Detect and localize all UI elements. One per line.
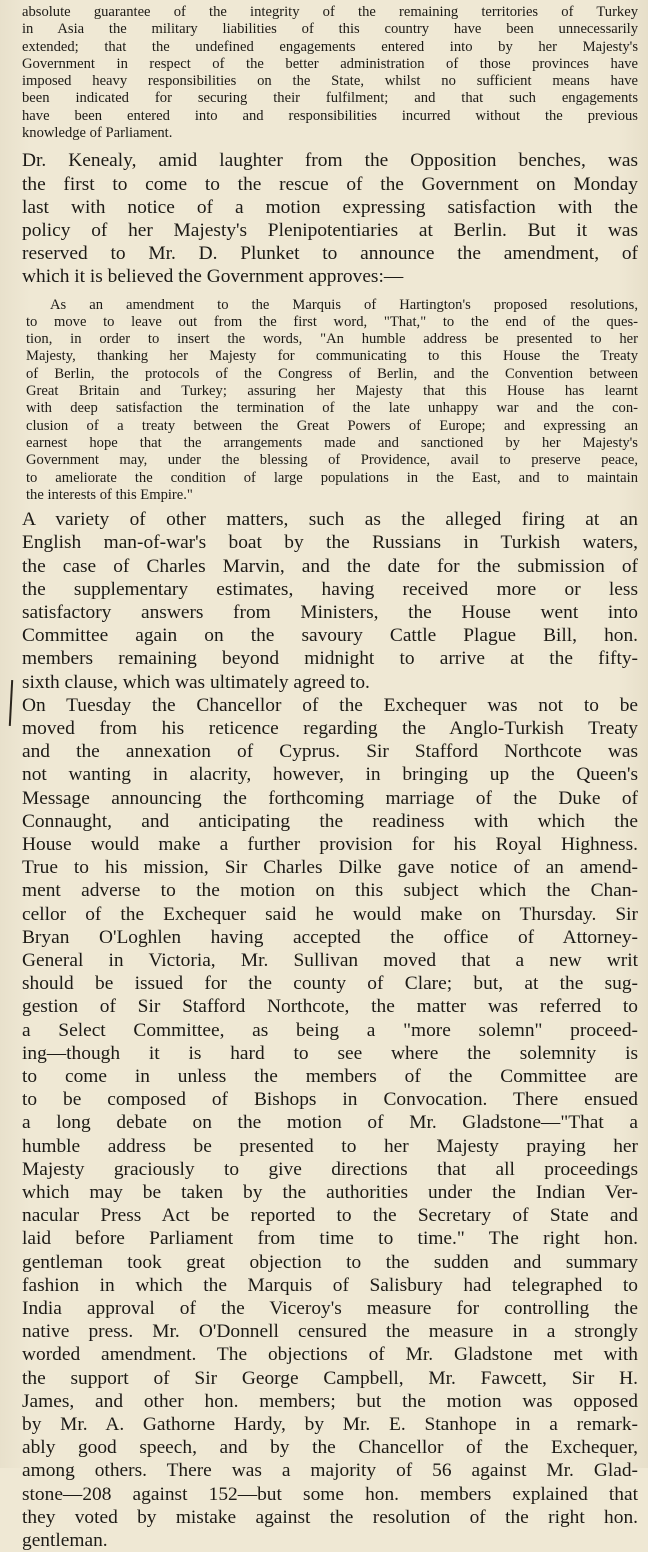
text-line: have been entered into and responsibilities incurred without the previous xyxy=(22,107,638,124)
text-line: the support of Sir George Campbell, Mr. Fawcett, Sir H. xyxy=(22,1367,638,1389)
text-line: to be composed of Bishops in Convocation. There ensued xyxy=(22,1089,638,1111)
text-line: reserved to Mr. D. Plunket to announce the amendment, of xyxy=(22,243,638,265)
text-line: As an amendment to the Marquis of Hartington's proposed resolutions, xyxy=(50,296,638,313)
article-column xyxy=(22,4,638,1552)
text-line: ing—though it is hard to see where the solemnity is xyxy=(22,1042,638,1064)
text-line: last with notice of a motion expressing satisfaction with the xyxy=(22,196,638,218)
amendment-quote xyxy=(22,297,638,505)
text-line: laid before Parliament from time to time." The right hon. xyxy=(22,1228,638,1250)
text-line: in Asia the military liabilities of this country have been unnecessarily xyxy=(22,21,638,38)
text-line: stone—208 against 152—but some hon. members explained that xyxy=(22,1483,638,1505)
text-line: Government in respect of the better administration of those provinces have xyxy=(22,55,638,72)
kenealy-paragraph xyxy=(22,149,638,288)
text-line: and the annexation of Cyprus. Sir Stafford Northcote was xyxy=(22,741,638,763)
margin-pencil-mark xyxy=(9,680,13,726)
text-line: Dr. Kenealy, amid laughter from the Opposition benches, was xyxy=(22,150,638,172)
text-line: which may be taken by the authorities under the Indian Ver- xyxy=(22,1182,638,1204)
text-line: House would make a further provision for his Royal Highness. xyxy=(22,834,638,855)
text-line: the supplementary estimates, having received more or less xyxy=(22,578,638,600)
text-line: the case of Charles Marvin, and the date for the submission of xyxy=(22,555,638,577)
text-line: the first to come to the rescue of the Government on Monday xyxy=(22,173,638,195)
text-line: Government may, under the blessing of Providence, avail to preserve peace, xyxy=(26,452,638,469)
text-line: extended; that the undefined engagements entered into by her Majesty's xyxy=(22,38,638,55)
text-line: Message announcing the forthcoming marriage of the Duke of xyxy=(22,787,638,809)
variety-paragraph xyxy=(22,508,638,694)
text-line: ment adverse to the motion on this subject which the Chan- xyxy=(22,880,638,902)
tuesday-paragraph xyxy=(22,694,638,1552)
text-line: cellor of the Exchequer said he would make on Thursday. Sir xyxy=(22,903,638,925)
text-line: been indicated for securing their fulfilment; and that such engagements xyxy=(22,90,638,107)
text-line: General in Victoria, Mr. Sullivan moved that a new writ xyxy=(22,950,638,972)
text-line: English man-of-war's boat by the Russians in Turkish waters, xyxy=(22,532,638,554)
text-line: worded amendment. The objections of Mr. Gladstone met with xyxy=(22,1344,638,1366)
text-line: Bryan O'Loghlen having accepted the office of Attorney- xyxy=(22,926,638,948)
text-line: not wanting in alacrity, however, in bringing up the Queen's xyxy=(22,764,638,786)
text-line: to come in unless the members of the Committee are xyxy=(22,1066,638,1088)
text-line: earnest hope that the arrangements made and sanctioned by her Majesty's xyxy=(26,434,638,451)
text-line: tion, in order to insert the words, "An humble address be presented to her xyxy=(26,331,638,348)
text-line: they voted by mistake against the resolution of the right hon. xyxy=(22,1506,638,1528)
text-line: among others. There was a majority of 56 against Mr. Glad- xyxy=(22,1460,638,1482)
text-line: absolute guarantee of the integrity of the remaining territories of Turkey xyxy=(22,4,638,20)
text-line: Connaught, and anticipating the readiness with which the xyxy=(22,810,638,832)
text-line: native press. Mr. O'Donnell censured the measure in a strongly xyxy=(22,1321,638,1343)
text-line: of Berlin, the protocols of the Congress of Berlin, and the Convention between xyxy=(26,365,638,382)
text-line: James, and other hon. members; but the motion was opposed xyxy=(22,1390,638,1412)
text-line: the interests of this Empire." xyxy=(26,486,193,503)
text-line: ably good speech, and by the Chancellor of the Exchequer, xyxy=(22,1437,638,1459)
text-line: fashion in which the Marquis of Salisbury had telegraphed to xyxy=(22,1274,638,1296)
text-line: with deep satisfaction the termination of the late unhappy war and the con- xyxy=(26,400,638,417)
text-line: True to his mission, Sir Charles Dilke gave notice of an amend- xyxy=(22,857,638,879)
text-line: clusion of a treaty between the Great Powers of Europe; and expressing an xyxy=(26,417,638,434)
text-line: knowledge of Parliament. xyxy=(22,125,173,142)
text-line: members remaining beyond midnight to arrive at the fifty- xyxy=(22,648,638,670)
text-line: a long debate on the motion of Mr. Gladstone—"That a xyxy=(22,1112,638,1134)
text-line: A variety of other matters, such as the alleged firing at an xyxy=(22,509,638,531)
text-line: nacular Press Act be reported to the Secretary of State and xyxy=(22,1205,638,1227)
text-line: gestion of Sir Stafford Northcote, the matter was referred to xyxy=(22,996,638,1018)
text-line: sixth clause, which was ultimately agreed to. xyxy=(22,671,370,693)
text-line: gentleman. xyxy=(22,1530,108,1552)
text-line: India approval of the Viceroy's measure for controlling the xyxy=(22,1298,638,1320)
text-line: by Mr. A. Gathorne Hardy, by Mr. E. Stanhope in a remark- xyxy=(22,1414,638,1436)
text-line: to move to leave out from the first word, "That," to the end of the ques- xyxy=(26,313,638,330)
text-line: gentleman took great objection to the sudden and summary xyxy=(22,1251,638,1273)
text-line: should be issued for the county of Clare; but, at the sug- xyxy=(22,973,638,995)
text-line: Majesty graciously to give directions that all proceedings xyxy=(22,1158,638,1180)
text-line: moved from his reticence regarding the Anglo-Turkish Treaty xyxy=(22,717,638,739)
text-line: which it is believed the Government approves:— xyxy=(22,266,404,288)
text-line: satisfactory answers from Ministers, the House went into xyxy=(22,601,638,623)
text-line: On Tuesday the Chancellor of the Exchequer was not to be xyxy=(22,694,638,716)
text-line: to ameliorate the condition of large populations in the East, and to maintain xyxy=(26,469,638,486)
intro-paragraph xyxy=(22,4,638,142)
text-line: Great Britain and Turkey; assuring her Majesty that this House has learnt xyxy=(26,383,638,400)
text-line: Committee again on the savoury Cattle Plague Bill, hon. xyxy=(22,625,638,647)
text-line: policy of her Majesty's Plenipotentiaries at Berlin. But it was xyxy=(22,219,638,241)
text-line: imposed heavy responsibilities on the State, whilst no sufficient means have xyxy=(22,73,638,90)
text-line: humble address be presented to her Majesty praying her xyxy=(22,1135,638,1157)
text-line: Majesty, thanking her Majesty for communicating to this House the Treaty xyxy=(26,348,638,365)
text-line: a Select Committee, as being a "more solemn" proceed- xyxy=(22,1019,638,1041)
